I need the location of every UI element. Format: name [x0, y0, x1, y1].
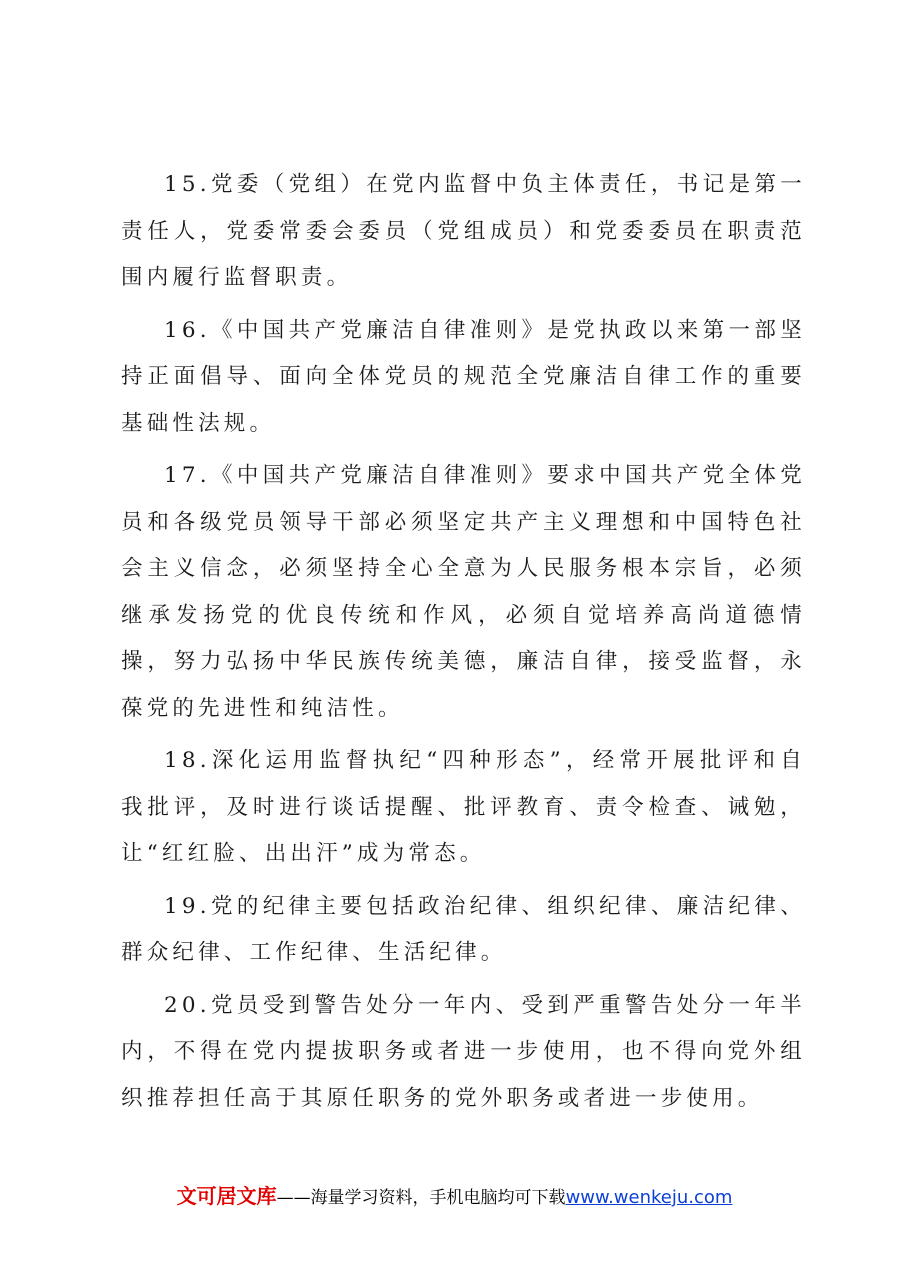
paragraph-20: 20.党员受到警告处分一年内、受到严重警告处分一年半内，不得在党内提拔职务或者进一步使用，也不得向党外组织推荐担任高于其原任职务的党外职务或者进一步使用。: [121, 992, 806, 1111]
paragraph-15: 15.党委（党组）在党内监督中负主体责任，书记是第一责任人，党委常委会委员（党组成员）和党委委员在职责范围内履行监督职责。: [121, 172, 806, 290]
footer-website-link[interactable]: www.wenkeju.com: [565, 1187, 733, 1208]
footer-brand: 文可居文库: [176, 1184, 277, 1208]
footer-dash: ——: [276, 1188, 311, 1208]
paragraph-17: 17.《中国共产党廉洁自律准则》要求中国共产党全体党员和各级党员领导干部必须坚定共产主义理想和中国特色社会主义信念，必须坚持全心全意为人民服务根本宗旨，必须继承发扬党的优良传统和作风，必须自觉培养高尚道德情操，努力弘扬中华民族传统美德，廉洁自律，接受监督，永葆党的先进性和纯洁性。: [121, 463, 806, 721]
paragraph-18: 18.深化运用监督执纪“四种形态”，经常开展批评和自我批评，及时进行谈话提醒、批评教育、责令检查、诫勉，让“红红脸、出出汗”成为常态。: [121, 748, 806, 866]
footer-tagline: 海量学习资料，手机电脑均可下载: [310, 1188, 566, 1208]
document-body: [121, 162, 806, 1128]
page-footer: [0, 1180, 909, 1209]
paragraph-19: 19.党的纪律主要包括政治纪律、组织纪律、廉洁纪律、群众纪律、工作纪律、生活纪律。: [121, 893, 806, 965]
paragraph-16: 16.《中国共产党廉洁自律准则》是党执政以来第一部坚持正面倡导、面向全体党员的规范全党廉洁自律工作的重要基础性法规。: [121, 317, 806, 436]
